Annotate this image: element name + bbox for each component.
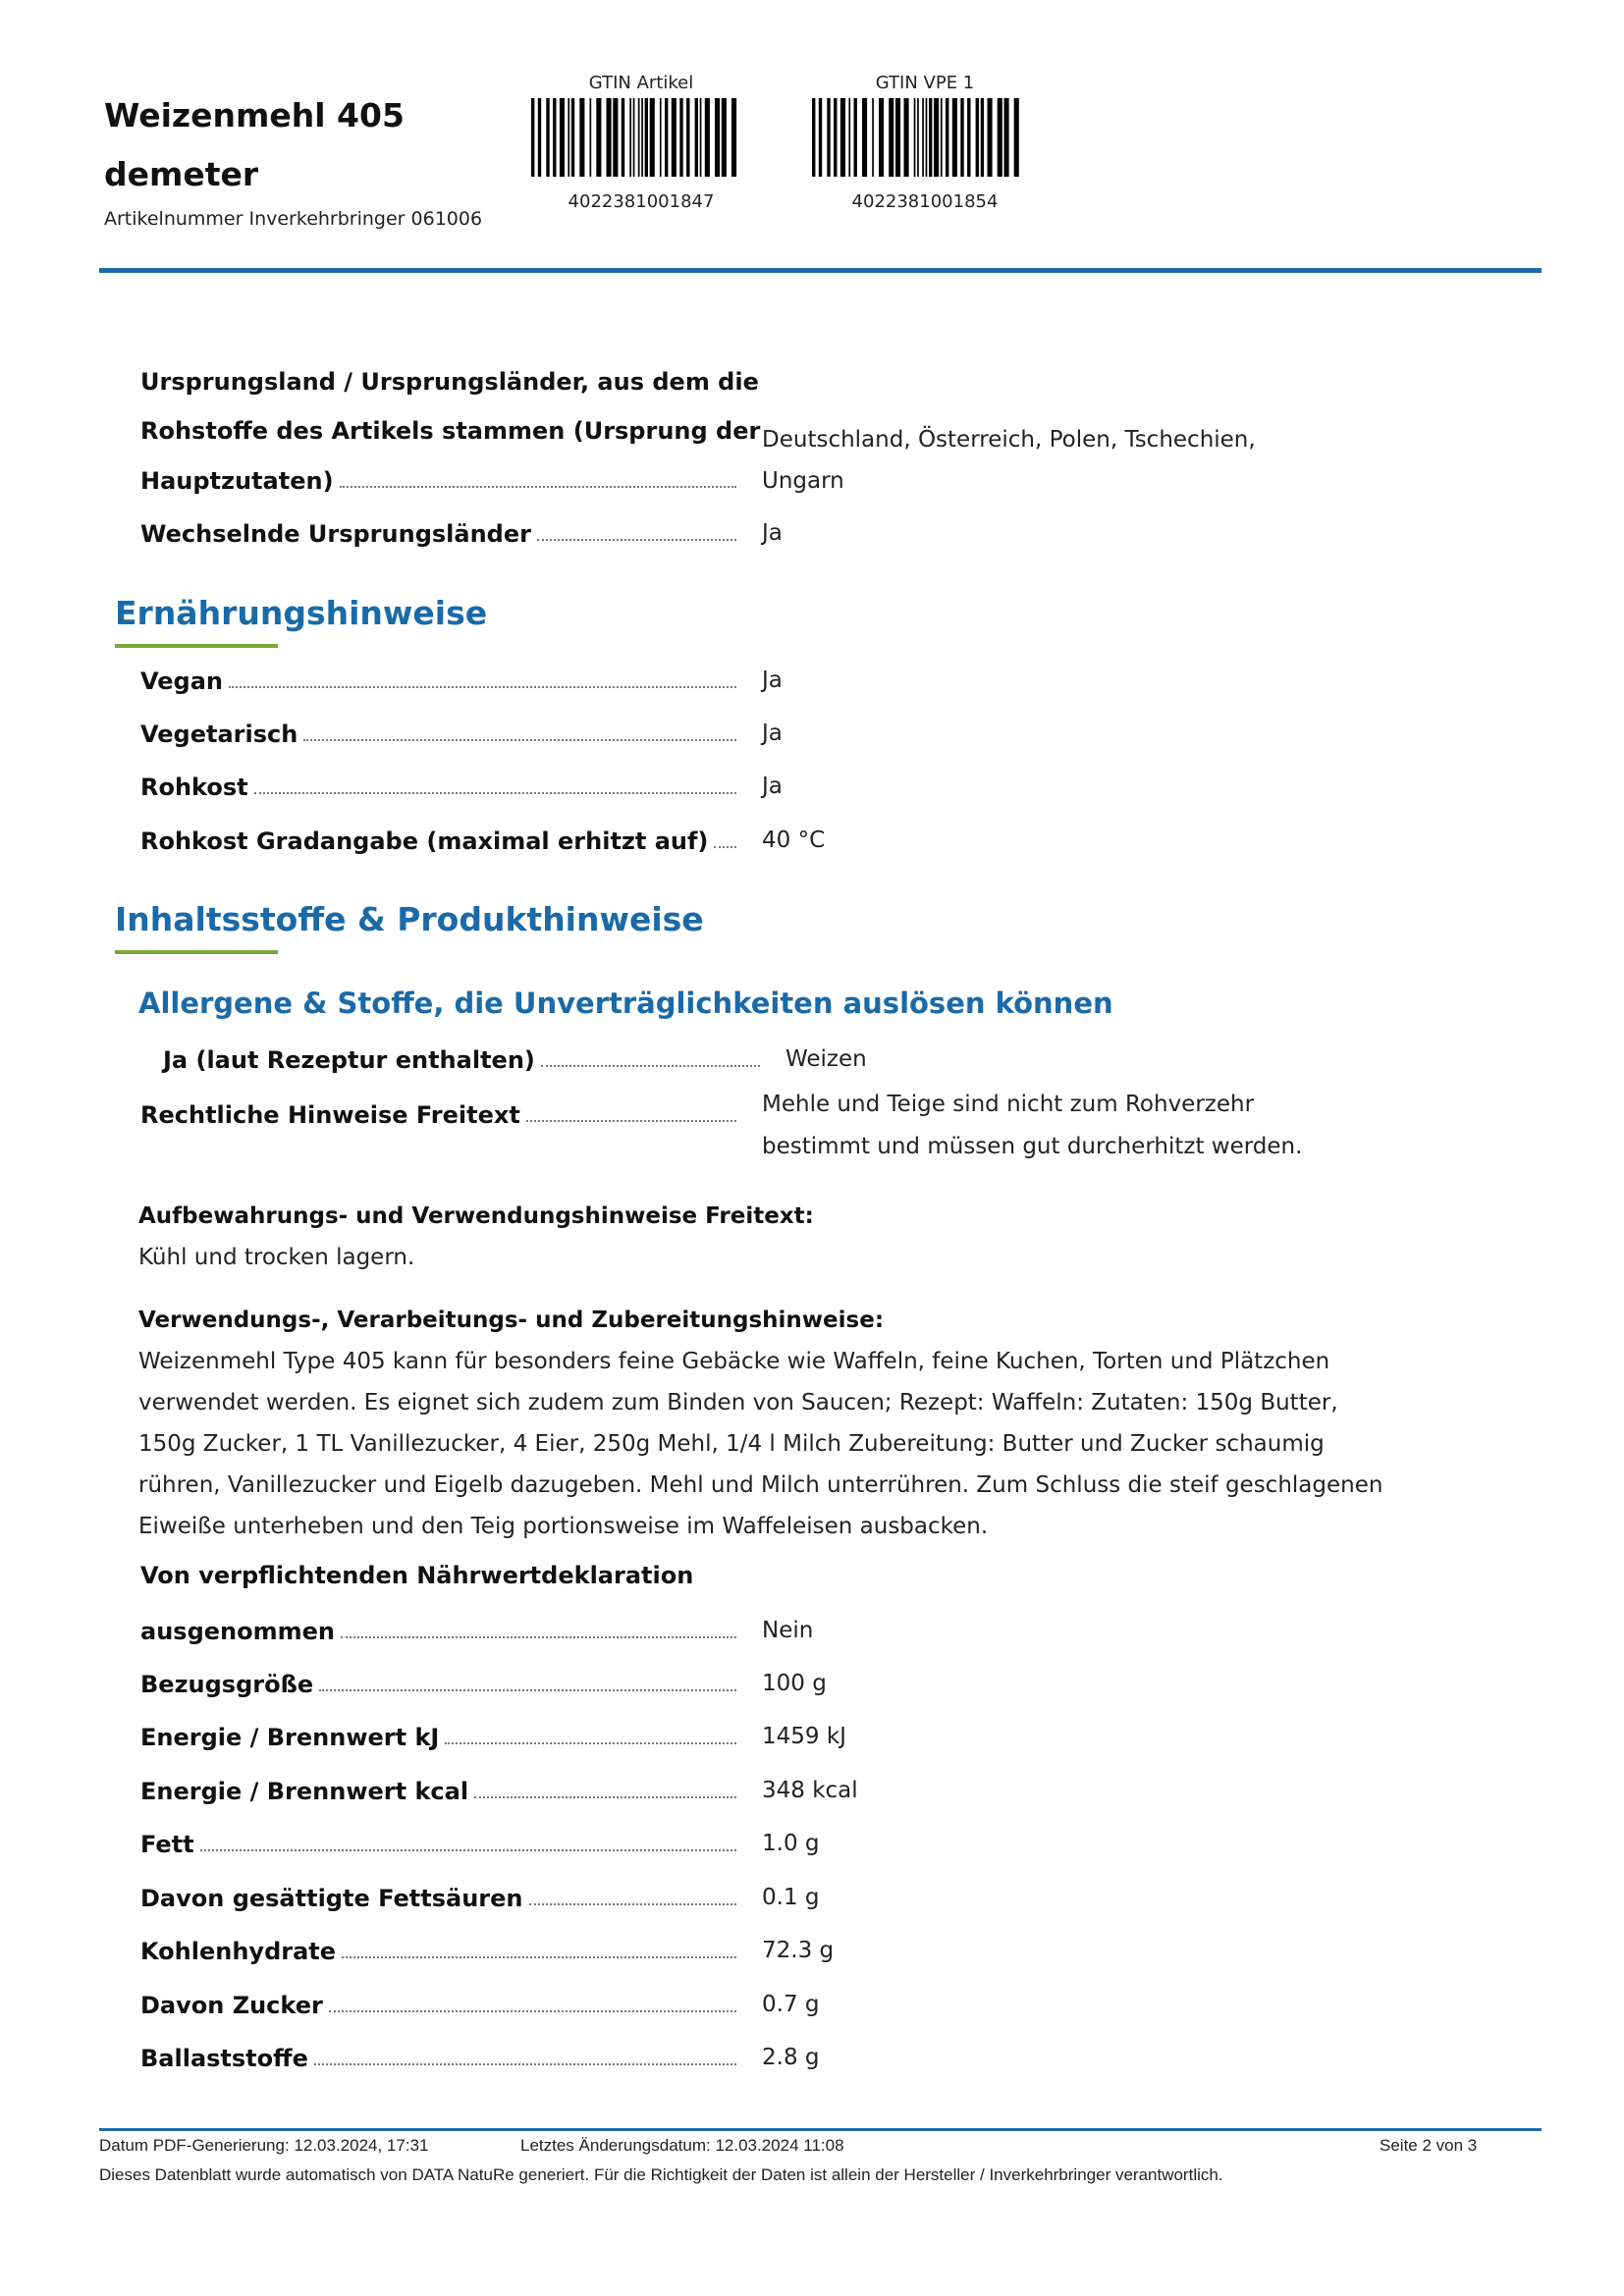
barcode-2-label: GTIN VPE 1 xyxy=(875,73,975,93)
nutrition-row xyxy=(140,662,736,695)
nutrition-value: Ja xyxy=(762,667,783,693)
nutrient-value: 1.0 g xyxy=(762,1831,820,1856)
usage-line: Weizenmehl Type 405 kann für besonders feine Gebäcke wie Waffeln, feine Kuchen, Torten und Plätzchen xyxy=(138,1349,1330,1374)
origin-value-line2: Ungarn xyxy=(762,468,844,494)
usage-line: Eiweiße unterheben und den Teig portionsweise im Waffeleisen ausbacken. xyxy=(138,1514,989,1539)
footer-changed-date: Letztes Änderungsdatum: 12.03.2024 11:08 xyxy=(520,2136,844,2155)
nutrient-value: 72.3 g xyxy=(762,1938,835,1963)
nutrient-label: Kohlenhydrate xyxy=(140,1938,337,1965)
leader-dots xyxy=(714,845,736,848)
legal-label: Rechtliche Hinweise Freitext xyxy=(140,1101,520,1129)
nutrient-row xyxy=(140,1879,736,1912)
allergen-heading: Allergene & Stoffe, die Unverträglichkeiten auslösen können xyxy=(138,987,1113,1020)
origin-label-line3: Hauptzutaten) xyxy=(140,467,334,495)
leader-dots xyxy=(541,1064,760,1067)
legal-row xyxy=(140,1095,736,1129)
nutrition-row xyxy=(140,768,736,801)
footer-generated-date: Datum PDF-Generierung: 12.03.2024, 17:31 xyxy=(99,2136,429,2155)
allergen-label: Ja (laut Rezeptur enthalten) xyxy=(163,1046,535,1074)
exempt-label-line1: Von verpflichtenden Nährwertdeklaration xyxy=(140,1562,694,1589)
leader-dots xyxy=(445,1741,736,1744)
nutrient-row xyxy=(140,1986,736,2019)
nutrient-label: Energie / Brennwert kcal xyxy=(140,1778,469,1805)
nutrient-row xyxy=(140,1932,736,1965)
nutrient-row xyxy=(140,1665,736,1698)
heading-underline xyxy=(115,950,278,954)
product-title: Weizenmehl 405 xyxy=(104,96,405,134)
nutrient-row xyxy=(140,1718,736,1751)
leader-dots xyxy=(319,1688,736,1691)
nutrition-label: Rohkost Gradangabe (maximal erhitzt auf) xyxy=(140,828,709,855)
nutrient-value: 348 kcal xyxy=(762,1778,858,1803)
leader-dots xyxy=(529,1902,737,1905)
leader-dots xyxy=(200,1848,736,1851)
article-number: Artikelnummer Inverkehrbringer 061006 xyxy=(104,208,483,230)
nutrient-label: Fett xyxy=(140,1831,194,1858)
usage-line: 150g Zucker, 1 TL Vanillezucker, 4 Eier, 250g Mehl, 1/4 l Milch Zubereitung: Butter und Zucker schaumig xyxy=(138,1431,1325,1457)
nutrient-label: Ballaststoffe xyxy=(140,2045,308,2072)
storage-text: Kühl und trocken lagern. xyxy=(138,1245,415,1270)
leader-dots xyxy=(537,538,736,541)
nutrition-row xyxy=(140,715,736,748)
nutrition-value: Ja xyxy=(762,774,783,799)
nutrient-value: 2.8 g xyxy=(762,2045,820,2070)
nutrient-value: 100 g xyxy=(762,1671,827,1696)
leader-dots xyxy=(342,1955,736,1958)
origin-value-line1: Deutschland, Österreich, Polen, Tschechien, xyxy=(762,427,1256,453)
usage-heading: Verwendungs-, Verarbeitungs- und Zubereitungshinweise: xyxy=(138,1308,885,1333)
storage-heading: Aufbewahrungs- und Verwendungshinweise Freitext: xyxy=(138,1203,814,1229)
leader-dots xyxy=(329,2009,736,2012)
changing-origin-row xyxy=(140,514,736,548)
changing-origin-value: Ja xyxy=(762,520,783,546)
nutrient-row xyxy=(140,2039,736,2072)
nutrition-row xyxy=(140,822,736,855)
leader-dots xyxy=(314,2062,736,2065)
origin-label-line1: Ursprungsland / Ursprungsländer, aus dem die xyxy=(140,368,759,396)
leader-dots xyxy=(474,1795,736,1798)
legal-value-line1: Mehle und Teige sind nicht zum Rohverzehr xyxy=(762,1092,1255,1117)
leader-dots xyxy=(303,738,736,741)
leader-dots xyxy=(229,685,736,688)
usage-line: verwendet werden. Es eignet sich zudem zum Binden von Saucen; Rezept: Waffeln: Zutaten: 150g Butter, xyxy=(138,1390,1338,1415)
origin-row xyxy=(140,461,736,495)
barcode-1-label: GTIN Artikel xyxy=(588,73,694,93)
allergen-row xyxy=(163,1041,760,1074)
legal-value-line2: bestimmt und müssen gut durcherhitzt werden. xyxy=(762,1134,1303,1159)
barcode-1-image xyxy=(531,98,757,177)
exempt-row xyxy=(140,1612,736,1645)
footer-disclaimer: Dieses Datenblatt wurde automatisch von DATA NatuRe generiert. Für die Richtigkeit der Daten ist allein der Hersteller / Inverkehrbringer verantwortlich. xyxy=(99,2165,1223,2184)
nutrition-label: Vegan xyxy=(140,667,223,695)
nutrient-value: 1459 kJ xyxy=(762,1724,846,1749)
allergen-value: Weizen xyxy=(785,1046,867,1072)
usage-line: rühren, Vanillezucker und Eigelb dazugeben. Mehl und Milch unterrühren. Zum Schluss die steif geschlagenen xyxy=(138,1472,1383,1498)
nutrition-label: Vegetarisch xyxy=(140,721,298,748)
footer-page-number: Seite 2 von 3 xyxy=(1380,2136,1478,2155)
heading-underline xyxy=(115,644,278,648)
changing-origin-label: Wechselnde Ursprungsländer xyxy=(140,520,531,548)
nutrient-label: Davon Zucker xyxy=(140,1992,323,2019)
nutrient-value: 0.7 g xyxy=(762,1992,820,2017)
footer-divider xyxy=(99,2128,1542,2131)
leader-dots xyxy=(526,1119,736,1122)
section-heading-nutrition-notes: Ernährungshinweise xyxy=(115,594,488,632)
origin-label-line2: Rohstoffe des Artikels stammen (Ursprung der xyxy=(140,417,761,445)
nutrient-row xyxy=(140,1825,736,1858)
nutrition-value: 40 °C xyxy=(762,828,826,853)
nutrient-label: Bezugsgröße xyxy=(140,1671,314,1698)
nutrition-value: Ja xyxy=(762,721,783,746)
barcode-2-image xyxy=(812,98,1038,177)
exempt-label-line2: ausgenommen xyxy=(140,1618,335,1645)
leader-dots xyxy=(254,791,736,794)
nutrient-label: Davon gesättigte Fettsäuren xyxy=(140,1885,523,1912)
section-heading-ingredients: Inhaltsstoffe & Produkthinweise xyxy=(115,900,704,938)
nutrient-value: 0.1 g xyxy=(762,1885,820,1910)
barcode-1-number: 4022381001847 xyxy=(568,191,715,212)
header-divider xyxy=(99,268,1542,273)
barcode-2-number: 4022381001854 xyxy=(851,191,999,212)
leader-dots xyxy=(340,485,736,488)
exempt-value: Nein xyxy=(762,1618,814,1643)
leader-dots xyxy=(341,1635,736,1638)
nutrition-label: Rohkost xyxy=(140,774,248,801)
nutrient-label: Energie / Brennwert kJ xyxy=(140,1724,440,1751)
nutrient-row xyxy=(140,1772,736,1805)
product-subtitle: demeter xyxy=(104,155,259,193)
